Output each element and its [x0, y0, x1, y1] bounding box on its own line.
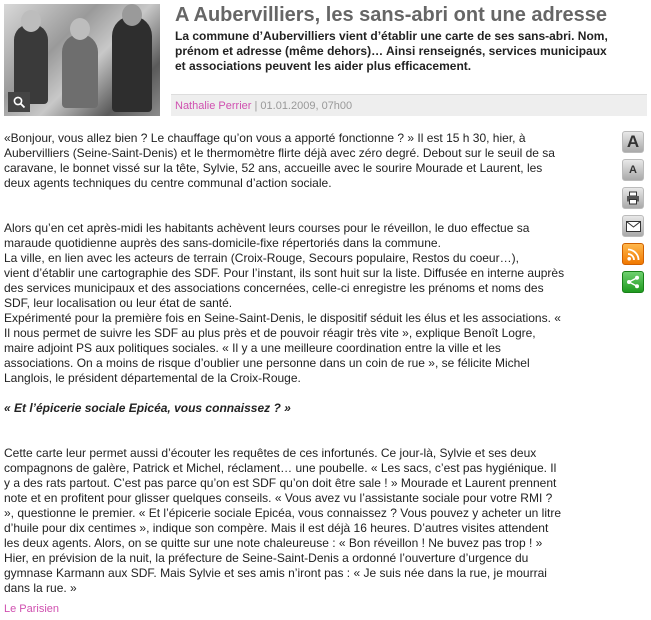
photo-head-2	[70, 18, 90, 40]
article-body	[4, 131, 619, 596]
text-line: caravane, le bonnet vissé sur la tête, Sylvie, 52 ans, accueille avec le sourire Mourade et Laurent, les	[4, 161, 543, 175]
paragraph-final	[4, 446, 619, 596]
text-line: des services municipaux et des associations concernées, celle-ci enregistre les prénoms et noms des	[4, 281, 544, 295]
text-line: gymnase Karmann aux SDF. Mais Sylvie et ses amis n’iront pas : « Je suis née dans la rue, je mourrai	[4, 566, 547, 580]
text-line: «Bonjour, vous allez bien ? Le chauffage qu’on vous a apporté fonctionne ? » Il est 15 h 30, hier, à	[4, 131, 526, 145]
photo-head-3	[122, 4, 142, 26]
photo-person-2	[62, 34, 98, 108]
byline-separator: |	[251, 100, 261, 112]
text-line: dans la rue. »	[4, 581, 77, 595]
article-title: A Aubervilliers, les sans-abri ont une adresse	[175, 4, 608, 26]
share-icon[interactable]	[622, 271, 644, 293]
author-link[interactable]: Nathalie Perrier	[175, 100, 252, 112]
photo-head-1	[21, 10, 41, 32]
text-line: Il nous permet de suivre les SDF au plus près et de pouvoir réagir très vite », explique Benoît Logre,	[4, 326, 536, 340]
photo-person-3	[112, 16, 152, 112]
text-line: SDF, leur localisation ou leur état de santé.	[4, 296, 233, 310]
font-increase-icon[interactable]: A	[622, 131, 644, 153]
text-line: compagnons de galère, Patrick et Michel, réclament… une poubelle. « Les sacs, c’est pas hygiénique. Il	[4, 461, 557, 475]
print-icon[interactable]	[622, 187, 644, 209]
lead-line: prénom et adresse (même dehors)… Ainsi renseignés, services municipaux	[175, 44, 607, 58]
paragraph-main	[4, 206, 619, 386]
text-line: La ville, en lien avec les acteurs de terrain (Croix-Rouge, Secours populaire, Restos du coeur…),	[4, 251, 519, 265]
text-line: y a des rats partout. C’est pas parce qu’on est SDF qu’on doit être sale ! » Mourade et Laurent prennent	[4, 476, 557, 490]
byline	[171, 94, 647, 116]
text-line: deux agents techniques du centre communal d’action sociale.	[4, 176, 332, 190]
font-decrease-icon[interactable]: A	[622, 159, 644, 181]
publish-date: 01.01.2009, 07h00	[260, 100, 353, 112]
article-tools	[622, 131, 646, 299]
lead-line: et associations peuvent les aider plus efficacement.	[175, 59, 472, 73]
magnifier-icon[interactable]	[8, 92, 30, 112]
text-line: Aubervilliers (Seine-Saint-Denis) et le thermomètre flirte déjà avec zéro degré. Debout sur le seuil de sa	[4, 146, 555, 160]
text-line: les deux agents. Alors, on se quitte sur une note chaleureuse : « Bon réveillon ! Ne buvez pas trop ! »	[4, 536, 543, 550]
text-line: Hier, en prévision de la nuit, la préfecture de Seine-Saint-Denis a ordonné l’ouverture d’urgence du	[4, 551, 529, 565]
source-link[interactable]: Le Parisien	[4, 603, 60, 615]
article-lead	[175, 29, 645, 74]
text-line: d’huile pour dix centimes », indique son compère. Mais il est déjà 16 heures. D’autres visites attendent	[4, 521, 549, 535]
text-line: Alors qu’en cet après-midi les habitants achèvent leurs courses pour le réveillon, le duo effectue sa	[4, 221, 530, 235]
subheading: « Et l’épicerie sociale Epicéa, vous connaissez ? »	[4, 401, 291, 415]
text-line: maraude quotidienne auprès des sans-domicile-fixe répertoriés dans la commune.	[4, 236, 441, 250]
text-line: note et en profitent pour glisser quelques conseils. « Vous avez vu l’assistante sociale pour votre RMI ?	[4, 491, 553, 505]
lead-line: La commune d’Aubervilliers vient d’établir une carte de ses sans-abri. Nom,	[175, 29, 608, 43]
text-line: associations. On a moins de risque d’oublier une personne dans un coin de rue », se félicite Michel	[4, 356, 530, 370]
paragraph-intro	[4, 131, 619, 191]
text-line: », questionne le premier. « Et l’épicerie sociale Epicéa, vous connaissez ? Vous pouvez y acheter un litre	[4, 506, 561, 520]
article-photo[interactable]	[4, 4, 160, 116]
text-line: Langlois, le président départemental de la Croix-Rouge.	[4, 371, 301, 385]
text-line: vient d’établir une cartographie des SDF. Pour l’instant, ils sont huit sur la liste. Diffusée en interne auprès	[4, 266, 565, 280]
text-line: maire adjoint PS aux politiques sociales. « Il y a une meilleure coordination entre la ville et les	[4, 341, 501, 355]
text-line: Cette carte leur permet aussi d’écouter les requêtes de ces infortunés. Ce jour-là, Sylvie et ses deux	[4, 446, 537, 460]
email-icon[interactable]	[622, 215, 644, 237]
text-line: Expérimenté pour la première fois en Seine-Saint-Denis, le dispositif séduit les élus et les associations. «	[4, 311, 561, 325]
rss-icon[interactable]	[622, 243, 644, 265]
